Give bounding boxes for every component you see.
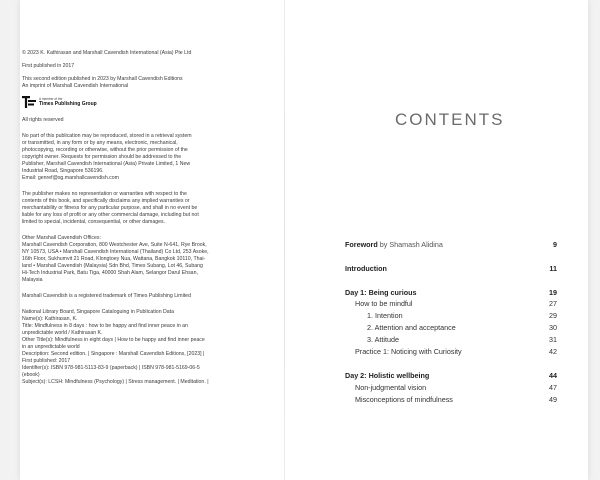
- second-edition-block: [22, 76, 237, 90]
- text-line: copyright owner. Requests for permission should be addressed to the: [22, 154, 182, 160]
- toc-page-number: 47: [549, 383, 557, 392]
- text-line: Publisher, Marshall Cavendish International (Asia) Private Limited, 1 New: [22, 161, 191, 167]
- toc-page-number: 29: [549, 311, 557, 320]
- toc-page-number: 9: [553, 240, 557, 249]
- toc-entry-foreword[interactable]: [345, 240, 557, 250]
- disclaimer-block: [22, 191, 237, 226]
- toc-entry-title: Day 1: Being curious: [345, 288, 417, 297]
- toc-entry-introduction[interactable]: [345, 264, 557, 274]
- toc-entry-non-judgmental-vision[interactable]: [345, 383, 557, 393]
- text-line: 16th Floor, Sukhumvit 21 Road, Klongtoey Nua, Wattana, Bangkok 10110, Thai-: [22, 256, 206, 262]
- text-line: This second edition published in 2023 by Marshall Cavendish Editions: [22, 76, 183, 82]
- toc-entry-author: by Shamash Alidina: [377, 240, 443, 249]
- text-line: Description: Second edition. | Singapore : Marshall Cavendish Editions, [2023] |: [22, 351, 205, 357]
- text-line: Title: Mindfulness in 8 days : how to be happy and find inner peace in an: [22, 323, 188, 329]
- text-line: Marshall Cavendish Corporation, 800 Westchester Ave, Suite N-641, Rye Brook,: [22, 242, 207, 248]
- text-line: in an unpredictable world: [22, 344, 80, 350]
- text-line: Other Title(s): Mindfulness in eight days | How to be happy and find inner peace: [22, 337, 205, 343]
- toc-page-number: 30: [549, 323, 557, 332]
- toc-entry-title: Foreword: [345, 240, 378, 249]
- toc-entry-title: Practice 1: Noticing with Curiosity: [355, 347, 462, 356]
- text-line: unpredictable world / Kathirasan K.: [22, 330, 103, 336]
- text-line: National Library Board, Singapore Cataloguing in Publication Data: [22, 309, 174, 315]
- text-line: (ebook): [22, 372, 40, 378]
- text-line: Name(s): Kathirasan, K.: [22, 316, 78, 322]
- toc-entry-how-to-be-mindful[interactable]: [345, 299, 557, 309]
- cataloguing-block: [22, 309, 237, 386]
- rights-line: All rights reserved: [22, 117, 64, 123]
- text-line: No part of this publication may be reproduced, stored in a retrieval system: [22, 133, 192, 139]
- toc-entry-title: 2. Attention and acceptance: [367, 323, 456, 332]
- text-line: Industrial Road, Singapore 536196.: [22, 168, 104, 174]
- logo-tagline: A member of the: [39, 97, 63, 101]
- text-line: First published: 2017: [22, 358, 71, 364]
- toc-entry-attention[interactable]: [345, 323, 557, 333]
- toc-entry-intention[interactable]: [345, 311, 557, 321]
- logo-name: Times Publishing Group: [39, 101, 97, 107]
- text-line: NY 10573, USA • Marshall Cavendish International (Thailand) Co Ltd, 253 Asoke,: [22, 249, 209, 255]
- toc-page-number: 31: [549, 335, 557, 344]
- text-line: merchantability or fitness for any particular purpose, and shall in no event be: [22, 205, 198, 211]
- text-line: An imprint of Marshall Cavendish International: [22, 83, 129, 89]
- text-line: Email: genref@sg.marshallcavendish.com: [22, 175, 119, 181]
- reproduction-block: [22, 133, 237, 182]
- toc-entry-title: Day 2: Holistic wellbeing: [345, 371, 430, 380]
- toc-entry-title: 3. Attitude: [367, 335, 399, 344]
- toc-page-number: 49: [549, 395, 557, 404]
- toc-entry-title: Non-judgmental vision: [355, 383, 427, 392]
- page-gutter: [284, 0, 285, 480]
- text-line: contents of this book, and specifically disclaims any implied warranties or: [22, 198, 190, 204]
- toc-page-number: 27: [549, 299, 557, 308]
- toc-entry-day-2[interactable]: [345, 371, 557, 381]
- text-line: Hi-Tech Industrial Park, Batu Tiga, 40000 Shah Alam, Selangor Darul Ehsan,: [22, 270, 198, 276]
- toc-page-number: 11: [549, 264, 557, 273]
- toc-entry-misconceptions[interactable]: [345, 395, 557, 405]
- text-line: The publisher makes no representation or warranties with respect to the: [22, 191, 187, 197]
- toc-entry-title: 1. Intention: [367, 311, 403, 320]
- toc-entry-title: Misconceptions of mindfulness: [355, 395, 453, 404]
- toc-entry-day-1[interactable]: [345, 288, 557, 298]
- toc-entry-attitude[interactable]: [345, 335, 557, 345]
- copyright-page: [22, 50, 237, 392]
- text-line: limited to special, incidental, consequential, or other damages.: [22, 219, 166, 225]
- toc-entry-title: Introduction: [345, 264, 387, 273]
- text-line: land • Marshall Cavendish (Malaysia) Sdn Bhd, Times Subang, Lot 46, Subang: [22, 263, 203, 269]
- toc-page-number: 44: [549, 371, 557, 380]
- toc-page-number: 19: [549, 288, 557, 297]
- text-line: Other Marshall Cavendish Offices:: [22, 235, 101, 241]
- text-line: or transmitted, in any form or by any means, electronic, mechanical,: [22, 140, 178, 146]
- text-line: photocopying, recording or otherwise, without the prior permission of the: [22, 147, 188, 153]
- times-publishing-logo-icon: [22, 96, 36, 108]
- toc-entry-title: How to be mindful: [355, 299, 413, 308]
- logo-text: [39, 97, 97, 107]
- text-line: Identifier(s): ISBN 978-981-5113-83-9 (paperback) | ISBN 978-981-5169-06-5: [22, 365, 200, 371]
- trademark-line: Marshall Cavendish is a registered trademark of Times Publishing Limited: [22, 293, 191, 299]
- offices-block: [22, 235, 237, 284]
- text-line: Subject(s): LCSH: Mindfulness (Psychology) | Stress management. | Meditation. |: [22, 379, 209, 385]
- text-line: liable for any loss of profit or any other commercial damage, including but not: [22, 212, 199, 218]
- toc-entry-practice-1[interactable]: [345, 347, 557, 357]
- contents-title: CONTENTS: [395, 110, 505, 129]
- toc-page-number: 42: [549, 347, 557, 356]
- copyright-line: © 2023 K. Kathirasan and Marshall Cavendish International (Asia) Pte Ltd: [22, 50, 192, 56]
- publisher-logo: [22, 96, 237, 108]
- first-published-line: First published in 2017: [22, 63, 75, 69]
- text-line: Malaysia: [22, 277, 43, 283]
- toc-entry-label: [345, 240, 443, 250]
